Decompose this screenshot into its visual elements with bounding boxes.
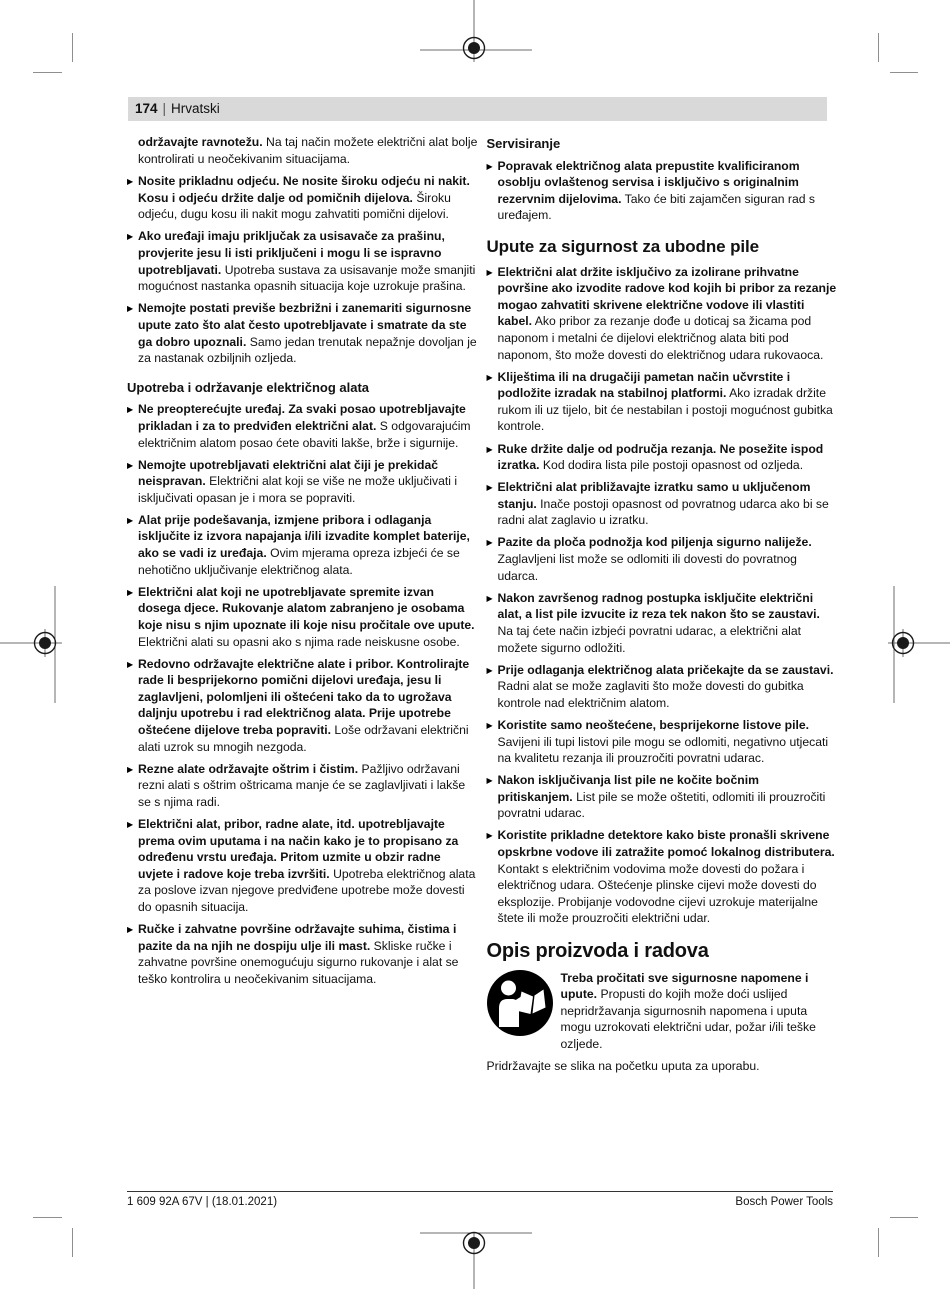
safety-instruction-item (487, 369, 838, 435)
header-divider: | (162, 101, 167, 116)
instruction-bold-text: Alat prije podešavanja, izmjene pribora i odlaganja isključite iz izvora napajanja i/ili izvadite komplet baterije, ako se vadi iz uređaja. (138, 512, 470, 561)
bullet-triangle-icon: ▶ (127, 405, 134, 415)
bullet-triangle-icon: ▶ (486, 444, 493, 454)
safety-instruction-item (487, 264, 838, 364)
page-content (127, 134, 837, 1074)
instruction-regular-text: Skliske ručke i zahvatne površine onemogućuju sigurno rukovanje i alat se teško kontrolira u neočekivanim situacijama. (138, 938, 459, 986)
safety-instruction-item (487, 441, 838, 474)
instruction-bold-text: Kliještima ili na drugačiji pametan način učvrstite i podložite izradak na stabilnoj platformi. (497, 369, 791, 401)
bullet-triangle-icon: ▶ (127, 659, 134, 669)
safety-instruction-item (127, 512, 478, 578)
instruction-bold-text: Električni alat držite isključivo za izolirane prihvatne površine ako izvodite radove kod kojih bi pribor za rezanje mogao zahvatiti skrivene električne vodove ili vlastiti kabel. (497, 264, 837, 329)
instruction-bold-text: Nosite prikladnu odjeću. Ne nosite široku odjeću ni nakit. Kosu i odjeću držite dalje od pomičnih dijelova. (138, 174, 470, 205)
crop-mark-bottom-left-icon (33, 1217, 62, 1218)
page-number: 174 (135, 101, 158, 116)
bullet-triangle-icon: ▶ (486, 720, 493, 730)
bullet-triangle-icon: ▶ (486, 776, 493, 786)
intro-paragraph (127, 134, 478, 167)
safety-instruction-item (487, 534, 838, 584)
safety-instruction-item (487, 590, 838, 656)
read-manual-icon (487, 970, 553, 1036)
bullet-triangle-icon: ▶ (486, 538, 493, 548)
registration-mark-left-icon (0, 586, 70, 706)
safety-instruction-item (127, 761, 478, 811)
crop-mark-top-right-icon (890, 72, 918, 73)
instruction-regular-text: Ako izradak držite rukom ili uz tijelo, bit će nestabilan i postoji mogućnost gubitka kontrole. (497, 386, 833, 434)
instruction-bold-text: Ne preopterećujte uređaj. Za svaki posao upotrebljavajte prikladan i za to predviđen električni alat. (138, 402, 466, 433)
crop-mark-top-right-icon (878, 33, 879, 62)
bullet-triangle-icon: ▶ (127, 764, 134, 774)
instruction-regular-text: Savijeni ili tupi listovi pile mogu se odlomiti, negativno utjecati na kvalitetu rezanja ili prouzročiti povratni udarac. (497, 734, 829, 766)
safety-instruction-item (487, 717, 838, 767)
instruction-bold-text: Koristite prikladne detektore kako biste pronašli skrivene opskrbne vodove ili zatražite pomoć lokalnog distributera. (497, 828, 835, 860)
bullet-triangle-icon: ▶ (486, 267, 493, 277)
safety-bullet-list (127, 401, 478, 987)
page-footer (127, 1191, 833, 1209)
instruction-regular-text: Električni alati su opasni ako s njima rade neiskusne osobe. (138, 634, 460, 649)
instruction-regular-text: Pažljivo održavani rezni alati s oštrim oštricama manje će se zaglavljivati i lakše se s njima radi. (138, 761, 466, 809)
bullet-triangle-icon: ▶ (486, 831, 493, 841)
safety-instruction-item (127, 457, 478, 507)
footer-brand: Bosch Power Tools (735, 1196, 833, 1208)
bullet-triangle-icon: ▶ (486, 483, 493, 493)
instruction-regular-text: Samo jedan trenutak nepažnje dovoljan je za nastanak ozbiljnih ozljeda. (138, 334, 477, 366)
safety-instruction-item (487, 827, 838, 927)
instruction-bold-text: Prije odlaganja električnog alata pričekajte da se zaustavi. (497, 662, 834, 677)
instruction-bold-text: Električni alat približavajte izratku samo u uključenom stanju. (497, 480, 811, 511)
bullet-triangle-icon: ▶ (486, 372, 493, 382)
manual-note-bold-text: Treba pročitati sve sigurnosne napomene i upute. (560, 970, 809, 1002)
registration-mark-bottom-icon (410, 1219, 540, 1289)
safety-instruction-item (487, 772, 838, 822)
instruction-bold-text: Rezne alate održavajte oštrim i čistim. (138, 761, 359, 776)
section-heading-service: Servisiranje (486, 136, 561, 151)
intro-bold-text: održavajte ravnotežu. (138, 135, 263, 149)
instruction-regular-text: S odgovarajućim električnim alatom posao ćete obaviti lakše, brže i sigurnije. (138, 418, 471, 450)
instruction-bold-text: Ako uređaji imaju priključak za usisavače za prašinu, provjerite jesu li isti priključeni i mogu li se ispravno upotrebljavati. (138, 229, 445, 277)
registration-mark-top-icon (410, 0, 540, 70)
bullet-triangle-icon: ▶ (486, 665, 493, 675)
instruction-bold-text: Električni alat koji ne upotrebljavate spremite izvan dosega djece. Rukovanje alatom zabranjeno je osobama koje nisu s njim upoznate ili koje nisu pročitale ove upute. (138, 584, 475, 632)
read-manual-note (487, 970, 838, 1053)
instruction-regular-text: Zaglavljeni list može se odlomiti ili dovesti do povratnog udarca. (497, 552, 797, 583)
bullet-triangle-icon: ▶ (127, 515, 134, 525)
instruction-regular-text: Široku odjeću, dugu kosu ili nakit mogu zahvatiti pomični dijelovi. (138, 190, 451, 222)
section-heading-tool-use: Upotreba i održavanje električnog alata (127, 379, 370, 395)
safety-bullet-list (487, 264, 838, 927)
instruction-bold-text: Nemojte upotrebljavati električni alat čiji je prekidač neispravan. (138, 457, 439, 489)
safety-bullet-list (487, 158, 838, 224)
language-label: Hrvatski (171, 101, 220, 116)
instruction-regular-text: Upotreba električnog alata za poslove izvan njegove predviđene upotrebe može dovesti do opasnih situacija. (138, 866, 476, 914)
instruction-bold-text: Ruke držite dalje od područja rezanja. Ne posežite ispod izratka. (497, 441, 824, 473)
crop-mark-top-left-icon (72, 33, 73, 62)
instruction-regular-text: List pile se može oštetiti, odlomiti ili prouzročiti povratni udarac. (497, 789, 826, 821)
safety-instruction-item (127, 173, 478, 223)
instruction-bold-text: Električni alat, pribor, radne alate, itd. upotrebljavajte prema ovim uputama i na način kako je to propisano za određenu vrstu uređaja. Pritom uzmite u obzir radne uvjete i radove koje treba izvršiti. (138, 816, 459, 881)
footer-doc-code: 1 609 92A 67V | (18.01.2021) (127, 1196, 278, 1208)
instruction-regular-text: Loše održavani električni alati uzrok su mnogih nezgoda. (138, 723, 469, 754)
bullet-triangle-icon: ▶ (127, 232, 134, 242)
page-header-bar (128, 97, 827, 121)
instruction-bold-text: Ručke i zahvatne površine održavajte suhima, čistima i pazite da na njih ne dospiju ulje ili mast. (138, 922, 457, 953)
safety-instruction-item (127, 921, 478, 987)
instruction-regular-text: Tako će biti zajamčen siguran rad s uređajem. (497, 191, 815, 223)
instruction-regular-text: Upotreba sustava za usisavanje može smanjiti mogućnost nastanka opasnih situacija koje uzrokuje prašina. (138, 262, 476, 294)
chapter-heading-product-description: Opis proizvoda i radova (486, 940, 709, 963)
instruction-bold-text: Nakon isključivanja list pile ne kočite bočnim pritiskanjem. (497, 773, 759, 804)
instruction-regular-text: Kod dodira lista pile postoji opasnost od ozljeda. (542, 458, 804, 473)
bullet-triangle-icon: ▶ (127, 587, 134, 597)
crop-mark-bottom-right-icon (878, 1228, 879, 1257)
instruction-regular-text: Radni alat se može zaglaviti što može dovesti do gubitka kontrole nad električnim alatom. (497, 679, 804, 710)
bullet-triangle-icon: ▶ (127, 819, 134, 829)
instruction-bold-text: Pazite da ploča podnožja kod piljenja sigurno naliježe. (497, 535, 812, 550)
left-column (127, 134, 478, 1074)
registration-mark-right-icon (880, 586, 950, 706)
bullet-triangle-icon: ▶ (127, 177, 134, 187)
instruction-regular-text: Električni alat koji se više ne može uključivati i isključivati opasan je i mora se popraviti. (138, 474, 458, 505)
safety-instruction-item (127, 584, 478, 650)
bullet-triangle-icon: ▶ (486, 161, 493, 171)
instruction-bold-text: Koristite samo neoštećene, besprijekorne listove pile. (497, 717, 810, 732)
right-column (487, 134, 838, 1074)
instruction-regular-text: Ako pribor za rezanje dođe u doticaj sa žicama pod naponom i metalni će dijelovi električnog alata biti pod naponom, što može dovesti do električnog udara rukovaoca. (497, 314, 824, 362)
instruction-regular-text: Kontakt s električnim vodovima može dovesti do požara i električnog udara. Oštećenje plinske cijevi može dovesti do eksplozije. Probijanje vodovodne cijevi uzrokuje materijalne štete ili može prouzročiti električni udar. (497, 861, 818, 926)
crop-mark-bottom-left-icon (72, 1228, 73, 1257)
safety-instruction-item (487, 662, 838, 712)
crop-mark-top-left-icon (33, 72, 62, 73)
manual-note-regular-text: Propusti do kojih može doći uslijed nepridržavanja sigurnosnih napomena i uputa mogu uzrokovati električni udar, požar i/ili teške ozljede. (560, 987, 816, 1051)
instruction-bold-text: Popravak električnog alata prepustite kvalificiranom osoblju ovlaštenog servisa i isključivo s originalnim rezervnim dijelovima. (497, 158, 800, 206)
instruction-bold-text: Redovno održavajte električne alate i pribor. Kontrolirajte rade li besprijekorno pomični dijelovi uređaja, jesu li zaglavljeni, polomljeni ili oštećeni tako da to ugrožava daljnju upotrebu i rad električnog alata. Prije upotrebe oštećene dijelove treba popraviti. (138, 656, 470, 737)
safety-instruction-item (487, 479, 838, 529)
instruction-bold-text: Nakon završenog radnog postupka isključite električni alat, a list pile izvucite iz reza tek nakon što se zaustavi. (497, 590, 820, 622)
instruction-regular-text: Na taj ćete način izbjeći povratni udarac, a električni alat možete sigurno odložiti. (497, 623, 801, 655)
bullet-triangle-icon: ▶ (127, 925, 134, 935)
instruction-regular-text: Ovim mjerama opreza izbjeći će se nehotično uključivanje električnog alata. (138, 546, 460, 577)
safety-instruction-item (127, 816, 478, 916)
bullet-triangle-icon: ▶ (127, 460, 134, 470)
bullet-triangle-icon: ▶ (486, 593, 493, 603)
figures-note: Pridržavajte se slika na početku uputa za uporabu. (486, 1058, 760, 1073)
safety-bullet-list (127, 173, 478, 367)
safety-instruction-item (127, 656, 478, 756)
instruction-bold-text: Nemojte postati previše bezbrižni i zanemariti sigurnosne upute zato što alat često upotrebljavate i smatrate da ste ga dobro upoznali. (138, 301, 472, 349)
intro-regular-text: Na taj način možete električni alat bolje kontrolirati u neočekivanim situacijama. (138, 135, 478, 166)
crop-mark-bottom-right-icon (890, 1217, 918, 1218)
safety-instruction-item (127, 401, 478, 451)
safety-instruction-item (127, 228, 478, 294)
bullet-triangle-icon: ▶ (127, 304, 134, 314)
instruction-regular-text: Inače postoji opasnost od povratnog udarca ako bi se radni alat zaglavio u izratku. (497, 496, 829, 528)
safety-instruction-item (487, 158, 838, 224)
safety-instruction-item (127, 300, 478, 366)
section-heading-jigsaw-safety: Upute za sigurnost za ubodne pile (486, 236, 759, 256)
read-manual-text (561, 970, 838, 1053)
